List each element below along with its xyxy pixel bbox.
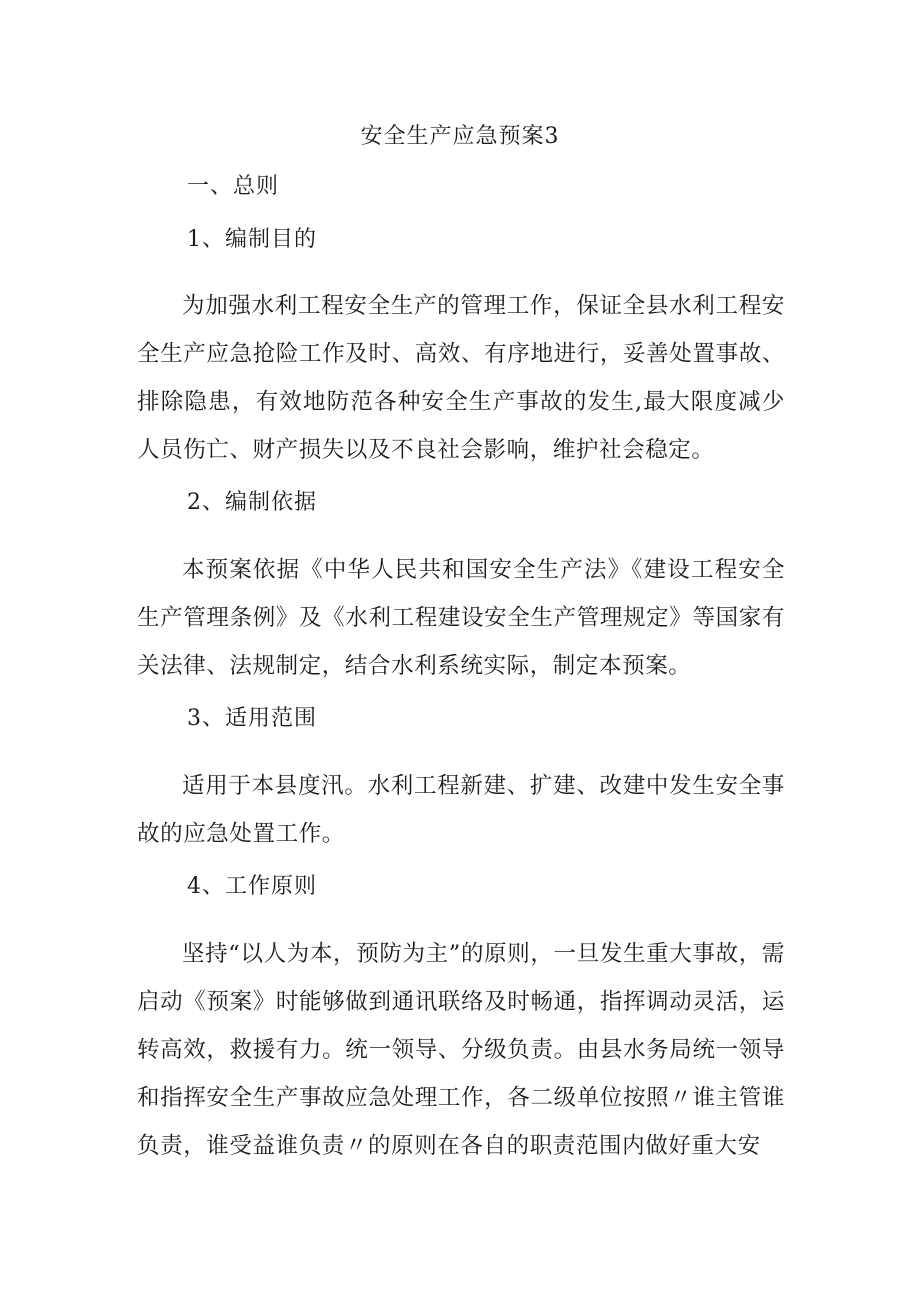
document-title: 安全生产应急预案3 (360, 124, 560, 149)
paragraph-scope: 适用于本县度汛。水利工程新建、扩建、改建中发生安全事故的应急处置工作。 (137, 773, 785, 847)
paragraph-principles: 坚持“以人为本，预防为主”的原则，一旦发生重大事故，需启动《预案》时能够做到通讯联络及时畅通，指挥调动灵活，运转高效，救援有力。统一领导、分级负责。由县水务局统一领导和指挥安全生产事故应急处理工作，各二级单位按照〃谁主管谁负责，谁受益谁负责〃的原则在各自的职责范围内做好重大安 (137, 941, 785, 1159)
heading-purpose: 1、编制目的 (187, 227, 317, 252)
heading-basis: 2、编制依据 (187, 490, 317, 515)
section-heading-general: 一、总则 (187, 174, 280, 199)
paragraph-purpose: 为加强水利工程安全生产的管理工作，保证全县水利工程安全生产应急抢险工作及时、高效、有序地进行，妥善处置事故、排除隐患，有效地防范各种安全生产事故的发生,最大限度减少人员伤亡、财产损失以及不良社会影响，维护社会稳定。 (137, 293, 785, 463)
heading-scope: 3、适用范围 (187, 706, 317, 731)
heading-principles: 4、工作原则 (187, 874, 317, 899)
paragraph-basis: 本预案依据《中华人民共和国安全生产法》《建设工程安全生产管理条例》及《水利工程建设安全生产管理规定》等国家有关法律、法规制定，结合水利系统实际，制定本预案。 (137, 557, 785, 679)
